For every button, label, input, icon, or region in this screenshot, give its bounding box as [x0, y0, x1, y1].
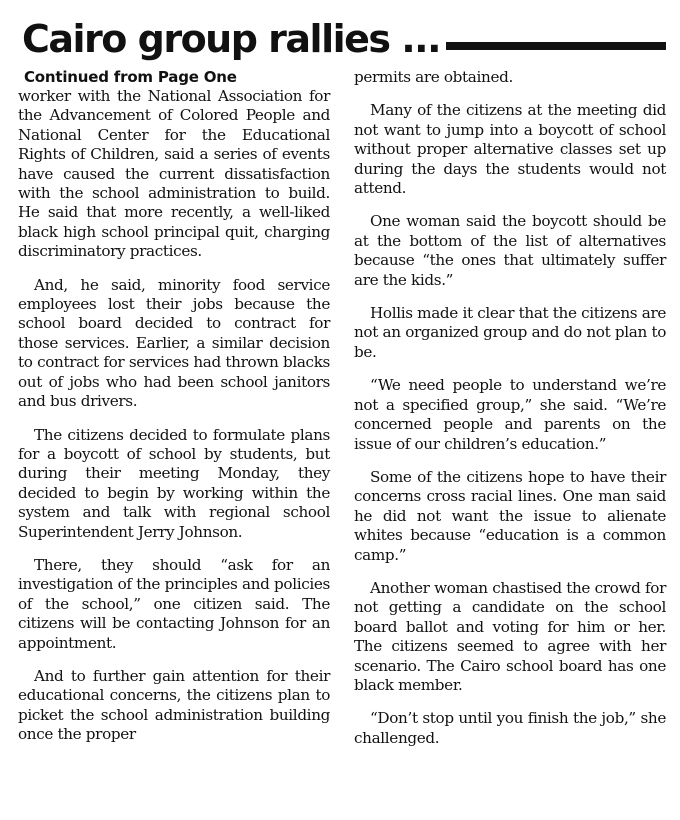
paragraph: Another woman chastised the crowd for not getting a candidate on the school board ballot and voting for him or her. The citizens seemed to agree with her scenario. The Cairo school board has one black member.: [354, 578, 666, 694]
headline-row: [18, 6, 666, 60]
article-columns: [18, 68, 666, 762]
paragraph: worker with the National Association for the Advancement of Colored People and National Center for the Educational Rights of Children, said a series of events have caused the current dissatisfaction with the school administration to build. He said that more recently, a well-liked black high school principal quit, charging discriminatory practices.: [18, 87, 330, 261]
paragraph: “Don’t stop until you finish the job,” she challenged.: [354, 709, 666, 747]
continued-line: Continued from Page One: [24, 68, 237, 86]
paragraph: Some of the citizens hope to have their concerns cross racial lines. One man said he did not want the issue to alienate whites because “education is a common camp.”: [354, 467, 666, 564]
left-column: [18, 68, 330, 762]
paragraph: There, they should “ask for an investigation of the principles and policies of the school,” one citizen said. The citizens will be contacting Johnson for an appointment.: [18, 555, 330, 652]
paragraph: Many of the citizens at the meeting did not want to jump into a boycott of school without proper alternative classes set up during the days the students would not attend.: [354, 101, 666, 198]
paragraph: “We need people to understand we’re not a specified group,” she said. “We’re concerned people and parents on the issue of our children’s education.”: [354, 376, 666, 453]
paragraph: Hollis made it clear that the citizens are not an organized group and do not plan to be.: [354, 304, 666, 361]
paragraph: One woman said the boycott should be at the bottom of the list of alternatives because “the ones that ultimately suffer are the kids.”: [354, 212, 666, 289]
paragraph: And, he said, minority food service employees lost their jobs because the school board decided to contract for those services. Earlier, a similar decision to contract for services had thrown blacks out of jobs who had been school janitors and bus drivers.: [18, 275, 330, 411]
paragraph: The citizens decided to formulate plans for a boycott of school by students, but during their meeting Monday, they decided to begin by working within the system and talk with regional school Superintendent Jerry Johnson.: [18, 425, 330, 541]
headline: Cairo group rallies ...: [22, 17, 441, 61]
headline-rule: [446, 42, 666, 50]
paragraph: permits are obtained.: [354, 68, 513, 86]
right-column: [354, 68, 666, 762]
paragraph: And to further gain attention for their educational concerns, the citizens plan to picket the school administration building once the proper: [18, 666, 330, 744]
